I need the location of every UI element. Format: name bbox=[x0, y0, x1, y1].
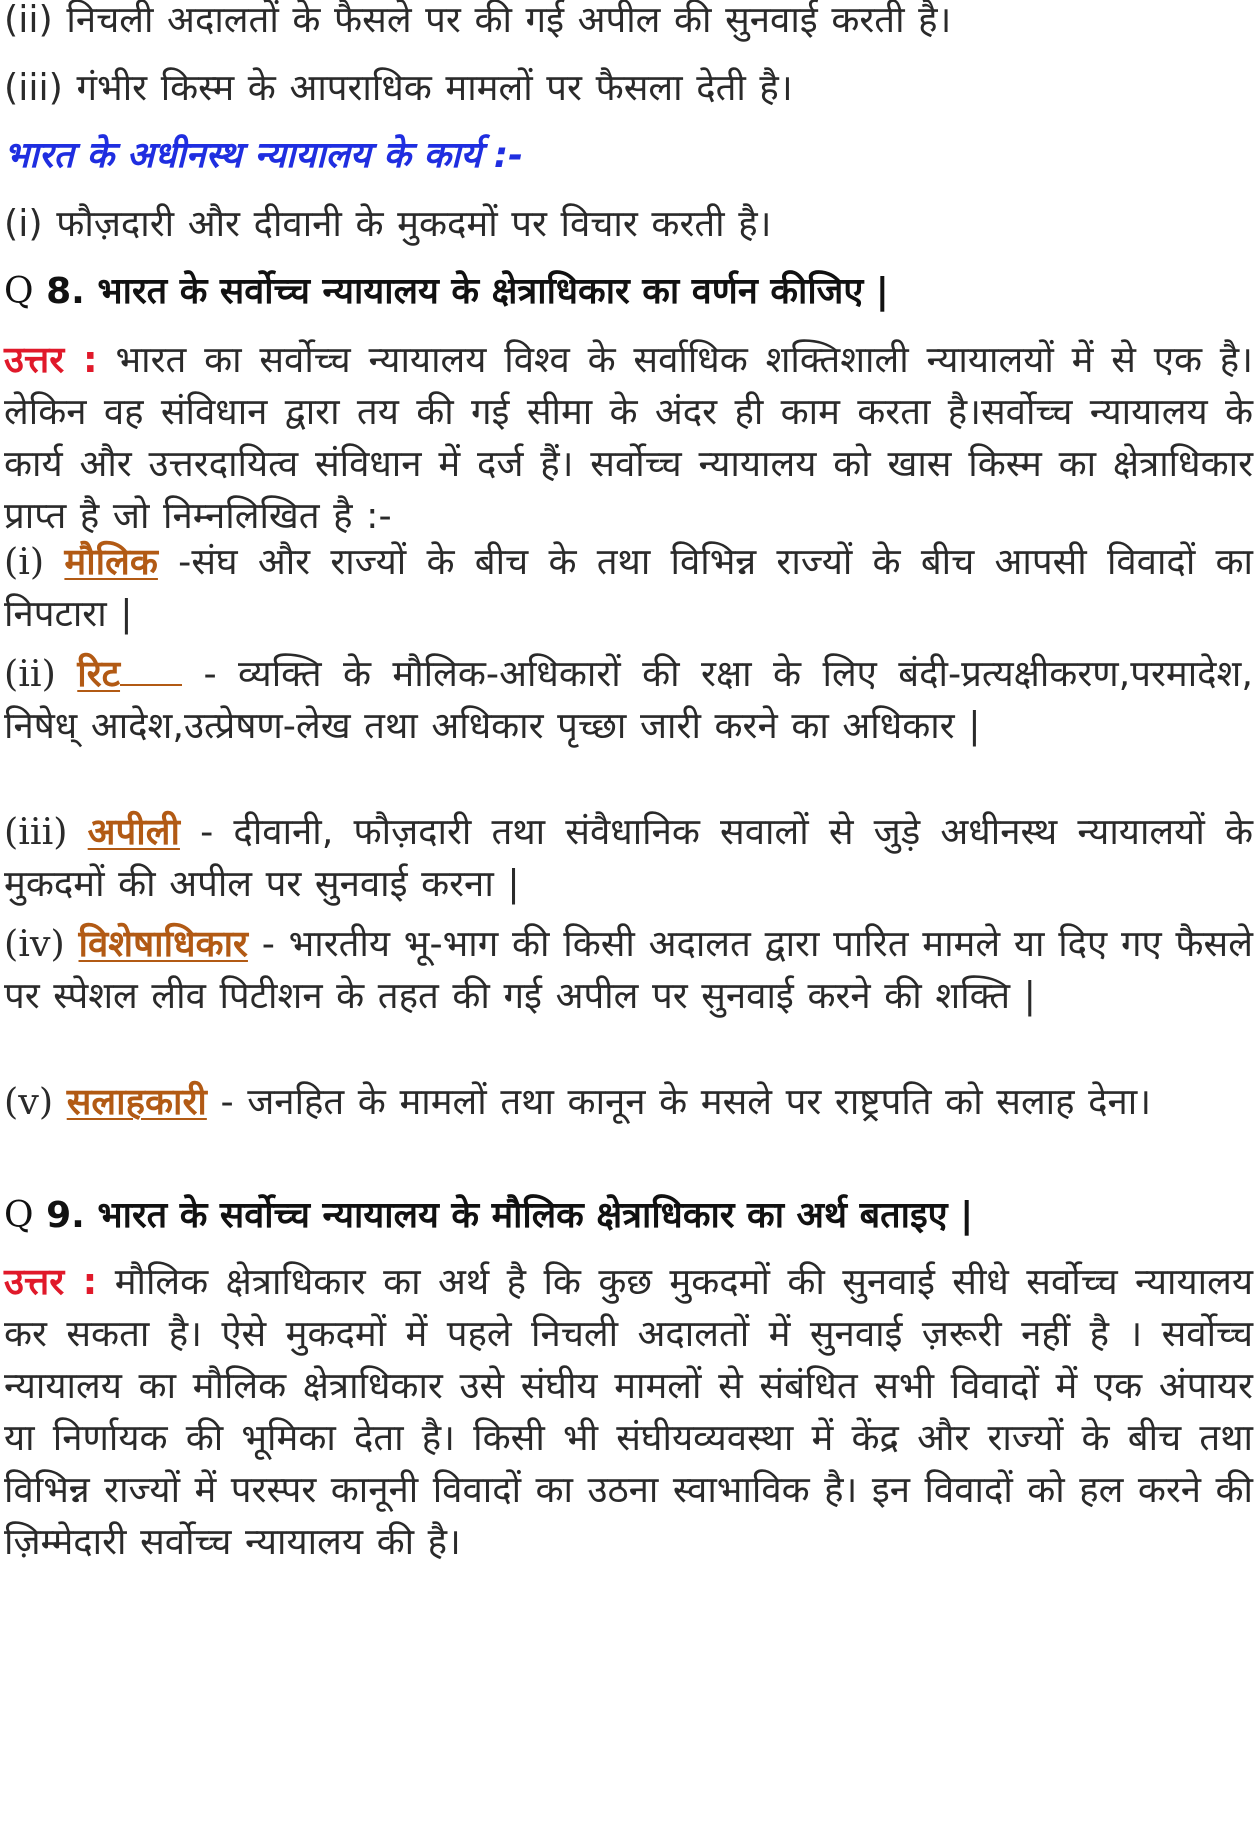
item-number: (iii) bbox=[4, 810, 68, 853]
item-term: रिट bbox=[77, 652, 121, 695]
section-heading-text: भारत के अधीनस्थ न्यायालय के कार्य :- bbox=[4, 135, 524, 176]
answer-9 bbox=[4, 1256, 1253, 1568]
item-text: - दीवानी, फौज़दारी तथा संवैधानिक सवालों से जुड़े अधीनस्थ न्यायालयों के मुकदमों की अपील पर सुनवाई करना | bbox=[4, 810, 1253, 905]
paragraph-text: (ii) निचली अदालतों के फैसले पर की गई अपील की सुनवाई करती है। bbox=[4, 0, 952, 41]
answer-text: भारत का सर्वोच्च न्यायालय विश्व के सर्वाधिक शक्तिशाली न्यायालयों में से एक है। लेकिन वह संविधान द्वारा तय की गई सीमा के अंदर ही काम करता है।सर्वोच्च न्यायालय के कार्य और उत्तरदायित्व संविधान में दर्ज हैं। सर्वोच्च न्यायालय को खास किस्म का क्षेत्राधिकार प्राप्त है जो निम्नलिखित है :- bbox=[4, 338, 1253, 537]
list-item bbox=[4, 648, 1253, 752]
item-term: अपीली bbox=[87, 810, 180, 853]
item-number: (ii) bbox=[4, 652, 56, 695]
item-text: - भारतीय भू-भाग की किसी अदालत द्वारा पारित मामले या दिए गए फैसले पर स्पेशल लीव पिटीशन के तहत की गई अपील पर सुनवाई करने की शक्ति | bbox=[4, 922, 1253, 1017]
item-term: विशेषाधिकार bbox=[78, 922, 248, 965]
item-number: (iv) bbox=[4, 922, 65, 965]
paragraph-text: (i) फौज़दारी और दीवानी के मुकदमों पर विचार करती है। bbox=[4, 202, 772, 245]
answer-label: उत्तर : bbox=[4, 1260, 98, 1303]
item-text: - जनहित के मामलों तथा कानून के मसले पर राष्ट्रपति को सलाह देना। bbox=[220, 1080, 1152, 1123]
question-text: 8. भारत के सर्वोच्च न्यायालय के क्षेत्राधिकार का वर्णन कीजिए | bbox=[46, 271, 889, 312]
paragraph-text: (iii) गंभीर किस्म के आपराधिक मामलों पर फैसला देती है। bbox=[4, 66, 793, 109]
section-heading bbox=[4, 130, 1253, 182]
list-item bbox=[4, 806, 1253, 910]
question-8 bbox=[4, 266, 1253, 318]
list-item bbox=[4, 1076, 1253, 1128]
item-text: -संघ और राज्यों के बीच के तथा विभिन्न राज्यों के बीच आपसी विवादों का निपटारा | bbox=[4, 540, 1253, 635]
paragraph-ii bbox=[4, 0, 1253, 46]
item-term: मौलिक bbox=[64, 540, 158, 583]
question-9 bbox=[4, 1190, 1253, 1242]
question-label: Q bbox=[4, 1195, 34, 1236]
answer-8 bbox=[4, 334, 1253, 542]
item-number: (v) bbox=[4, 1080, 54, 1123]
paragraph-i bbox=[4, 198, 1253, 250]
list-item bbox=[4, 918, 1253, 1022]
answer-text: मौलिक क्षेत्राधिकार का अर्थ है कि कुछ मुकदमों की सुनवाई सीधे सर्वोच्च न्यायालय कर सकता है। ऐसे मुकदमों में पहले निचली अदालतों में सुनवाई ज़रूरी नहीं है । सर्वोच्च न्यायालय का मौलिक क्षेत्राधिकार उसे संघीय मामलों से संबंधित सभी विवादों में एक अंपायर या निर्णायक की भूमिका देता है। किसी भी संघीयव्यवस्था में केंद्र और राज्यों के बीच तथा विभिन्न राज्यों में परस्पर कानूनी विवादों का उठना स्वाभाविक है। इन विवादों को हल करने की ज़िम्मेदारी सर्वोच्च न्यायालय की है। bbox=[4, 1260, 1253, 1563]
item-number: (i) bbox=[4, 540, 45, 583]
question-text: 9. भारत के सर्वोच्च न्यायालय के मौलिक क्षेत्राधिकार का अर्थ बताइए | bbox=[46, 1195, 974, 1236]
item-term: सलाहकारी bbox=[66, 1080, 207, 1123]
question-label: Q bbox=[4, 271, 34, 312]
blank-underline bbox=[120, 654, 182, 686]
answer-label: उत्तर : bbox=[4, 338, 98, 381]
item-text: - व्यक्ति के मौलिक-अधिकारों की रक्षा के लिए बंदी-प्रत्यक्षीकरण,परमादेश, निषेध् आदेश,उत्प्रेषण-लेख तथा अधिकार पृच्छा जारी करने का अधिकार | bbox=[4, 652, 1253, 747]
paragraph-iii bbox=[4, 62, 1253, 114]
list-item bbox=[4, 536, 1253, 640]
